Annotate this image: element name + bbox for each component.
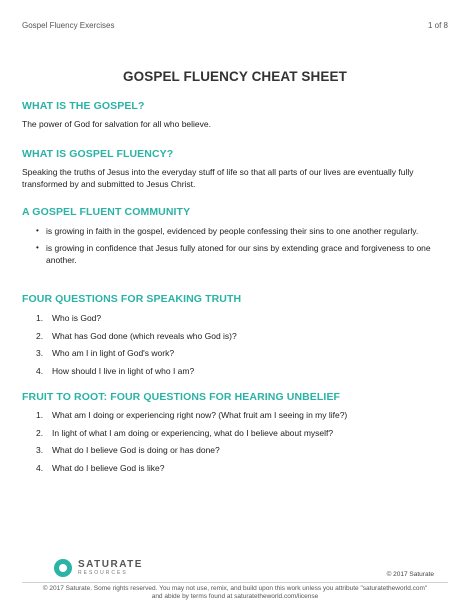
list-item-text: What has God done (which reveals who God is)?	[52, 330, 237, 341]
list-item-text: Who is God?	[52, 313, 102, 323]
list-number: 3.	[36, 445, 44, 455]
list-number: 3.	[36, 348, 44, 358]
fruit-list	[36, 410, 431, 474]
list-item	[36, 428, 431, 440]
bullet-icon: •	[36, 243, 39, 252]
list-item	[36, 225, 431, 237]
list-item-text: What am I doing or experiencing right now? (What fruit am I seeing in my life?)	[52, 410, 348, 420]
list-number: 1.	[36, 313, 44, 323]
list-item	[36, 463, 431, 475]
list-item-text: What do I believe God is like?	[52, 462, 165, 473]
list-item	[36, 410, 431, 422]
speaking-list	[36, 313, 431, 377]
footer-copyright: © 2017 Saturate	[386, 571, 434, 578]
section-heading-community: A GOSPEL FLUENT COMMUNITY	[22, 206, 191, 218]
list-item-text: In light of what I am doing or experiencing, what do I believe about myself?	[52, 427, 334, 438]
logo-sub-text: RESOURCES	[78, 570, 128, 576]
list-item	[36, 348, 431, 360]
community-list	[36, 225, 431, 271]
section-heading-gospel: WHAT IS THE GOSPEL?	[22, 100, 145, 112]
list-item	[36, 331, 431, 343]
bullet-icon: •	[36, 226, 39, 235]
list-number: 1.	[36, 410, 44, 420]
list-item-text: Who am I in light of God's work?	[52, 348, 175, 358]
header-doc-name: Gospel Fluency Exercises	[22, 21, 115, 30]
footer-license-text: © 2017 Saturate. Some rights reserved. You may not use, remix, and build upon this work unless you attribute "saturatetheworld.com" and abide by terms found at saturatetheworld.com/license	[42, 585, 428, 600]
logo-wordmark	[78, 560, 143, 576]
page-title: GOSPEL FLUENCY CHEAT SHEET	[123, 69, 347, 84]
list-item-text: is growing in confidence that Jesus fully atoned for our sins by extending grace and forgiveness to one another.	[46, 243, 431, 265]
list-item	[36, 242, 431, 266]
saturate-logo-icon	[54, 559, 72, 577]
footer-divider	[22, 582, 448, 583]
list-item-text: is growing in faith in the gospel, evidenced by people confessing their sins to one another regularly.	[46, 226, 419, 236]
section-text-fluency: Speaking the truths of Jesus into the everyday stuff of life so that all parts of our lives are eventually fully transformed by and submitted to Jesus Christ.	[22, 167, 414, 189]
list-item-text: How should I live in light of who I am?	[52, 365, 195, 376]
list-number: 4.	[36, 462, 44, 473]
section-heading-speaking: FOUR QUESTIONS FOR SPEAKING TRUTH	[22, 293, 242, 305]
saturate-logo	[54, 559, 143, 577]
list-number: 4.	[36, 365, 44, 376]
header-page-indicator: 1 of 8	[427, 21, 448, 30]
section-heading-fruit: FRUIT TO ROOT: FOUR QUESTIONS FOR HEARING UNBELIEF	[22, 391, 341, 403]
list-item	[36, 313, 431, 325]
list-number: 2.	[36, 330, 44, 341]
list-item	[36, 366, 431, 378]
section-heading-fluency: WHAT IS GOSPEL FLUENCY?	[22, 148, 174, 160]
list-item-text: What do I believe God is doing or has done?	[52, 445, 220, 455]
running-header	[22, 21, 448, 30]
logo-main-text: SATURATE	[78, 559, 143, 570]
list-item	[36, 445, 431, 457]
section-text-gospel: The power of God for salvation for all who believe.	[22, 119, 211, 129]
list-number: 2.	[36, 427, 44, 438]
